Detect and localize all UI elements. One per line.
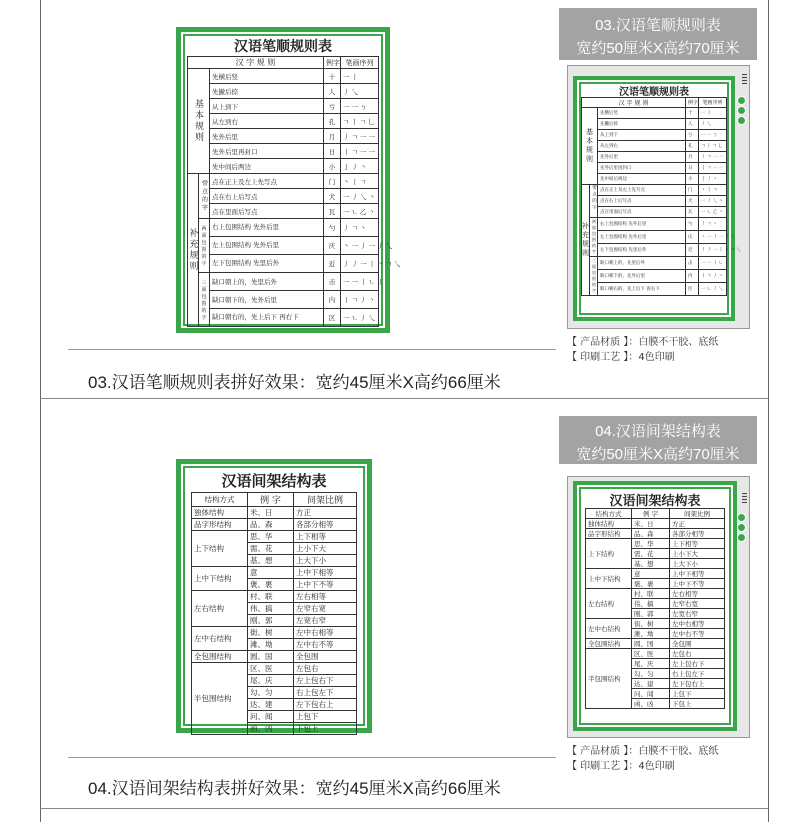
banner-title-2: 04.汉语间架结构表 <box>595 423 721 440</box>
sequence-cell: 丿 丿 一 丨 丶 ㄱ 乀 <box>341 255 379 273</box>
ratio-cell: 左中右不等 <box>670 629 725 639</box>
example-cell: 门 <box>686 185 699 196</box>
example-cell: 达、建 <box>248 699 294 711</box>
rule-cell: 左下包围结构 先里后外 <box>210 255 324 273</box>
example-cell: 达、建 <box>632 679 670 689</box>
product-info-1 <box>567 335 718 365</box>
rule-cell: 先横后竖 <box>598 108 686 119</box>
poster-stroke-order-large <box>176 27 401 333</box>
print-text: 【 印刷工艺 】：4色印刷 <box>567 352 675 363</box>
type-cell: 全包围结构 <box>192 651 248 663</box>
example-cell: 米、日 <box>632 519 670 529</box>
sequence-cell: 丿 乀 <box>699 119 727 130</box>
ratio-cell: 左右相等 <box>294 591 357 603</box>
example-cell: 米、日 <box>248 507 294 519</box>
type-cell: 独体结构 <box>192 507 248 519</box>
type-cell: 左右结构 <box>586 589 632 619</box>
sequence-cell: 一 ㄴ 丿 乀 <box>699 283 727 296</box>
sub-two-sided: 两面包围的字 <box>590 218 598 257</box>
section-divider <box>40 398 768 399</box>
example-cell: 问、闻 <box>632 689 670 699</box>
example-cell: 近 <box>324 255 341 273</box>
sequence-cell: 丨 ㄱ 丿 丶 <box>341 291 379 309</box>
example-cell: 街、树 <box>632 619 670 629</box>
banner-size-2: 宽约50厘米X高约70厘米 <box>576 446 740 463</box>
sequence-cell: 一 丿 乀 丶 <box>699 196 727 207</box>
example-cell: 函、凶 <box>632 699 670 709</box>
type-cell: 独体结构 <box>586 519 632 529</box>
caption-rule-2 <box>68 757 556 758</box>
group-supplementary: 补充规则 <box>582 185 590 296</box>
header-sequence: 笔画序列 <box>341 57 379 69</box>
page-left-border <box>40 0 41 822</box>
structure-table-small <box>585 508 725 709</box>
example-cell: 门 <box>324 174 341 189</box>
rule-cell: 先撇后捺 <box>598 119 686 130</box>
poster-title: 汉语间架结构表 <box>221 472 327 490</box>
material-text: 【 产品材质 】：白膜不干胶、底纸 <box>567 746 719 757</box>
sequence-cell: 一 一 丨 ㄴ 丨 <box>699 257 727 270</box>
example-cell: 村、联 <box>248 591 294 603</box>
sequence-cell: 一 ㄴ 乙 丶 <box>341 204 379 219</box>
ratio-cell: 左中右相等 <box>294 627 357 639</box>
rule-cell: 先外后里 <box>598 152 686 163</box>
example-cell: 孔 <box>324 114 341 129</box>
header-type: 结构方式 <box>192 493 248 507</box>
sub-two-sided: 两面包围的字 <box>199 219 210 273</box>
ratio-cell: 方正 <box>670 519 725 529</box>
sequence-cell: 亅 丿 丶 <box>699 174 727 185</box>
example-cell: 街、树 <box>248 627 294 639</box>
ratio-cell: 左中右不等 <box>294 639 357 651</box>
ratio-cell: 方正 <box>294 507 357 519</box>
rule-cell: 左下包围结构 先里后外 <box>598 244 686 257</box>
example-cell: 问、闻 <box>248 711 294 723</box>
poster-preview-frame-1 <box>567 65 750 329</box>
ratio-cell: 上小下大 <box>670 549 725 559</box>
example-cell: 品、森 <box>632 529 670 539</box>
ratio-cell: 上中下相等 <box>670 569 725 579</box>
rule-cell: 先中间后两边 <box>598 174 686 185</box>
example-cell: 近 <box>686 244 699 257</box>
example-cell: 需、花 <box>248 543 294 555</box>
example-cell: 需、花 <box>632 549 670 559</box>
product-banner-2 <box>559 416 757 464</box>
rule-cell: 缺口朝下的，先外后里 <box>598 270 686 283</box>
rule-cell: 右上包围结构 先外后里 <box>210 219 324 237</box>
rule-cell: 点在正上及左上先写点 <box>598 185 686 196</box>
rule-cell: 先中间后两边 <box>210 159 324 174</box>
example-cell: 圆、国 <box>248 651 294 663</box>
rule-cell: 左上包围结构 先外后里 <box>210 237 324 255</box>
ratio-cell: 右上包左下 <box>294 687 357 699</box>
header-sequence: 笔画序列 <box>699 98 727 108</box>
example-cell: 思、华 <box>248 531 294 543</box>
type-cell: 左中右结构 <box>586 619 632 639</box>
example-cell: 意 <box>632 569 670 579</box>
sequence-cell: ㄱ ㅣ ㄱ 乚 <box>341 114 379 129</box>
sequence-cell: 丨 ㄱ 一 一 <box>699 163 727 174</box>
header-example: 例字 <box>324 57 341 69</box>
example-cell: 孔 <box>686 141 699 152</box>
example-cell: 刚、郭 <box>248 615 294 627</box>
example-cell: 击 <box>324 273 341 291</box>
header-example: 例字 <box>686 98 699 108</box>
ratio-cell: 左宽右窄 <box>294 615 357 627</box>
stroke-rules-table <box>187 56 401 327</box>
example-cell: 函、凶 <box>248 723 294 735</box>
example-cell: 基、想 <box>632 559 670 569</box>
type-cell: 左右结构 <box>192 591 248 627</box>
sequence-cell: 丿 ㄱ 一 一 <box>341 129 379 144</box>
material-text: 【 产品材质 】：白膜不干胶、底纸 <box>567 337 719 348</box>
rule-cell: 左上包围结构 先外后里 <box>598 231 686 244</box>
rule-cell: 缺口朝右的，先上后下 再右下 <box>210 309 324 327</box>
header-ratio: 间架比例 <box>670 509 725 519</box>
type-cell: 半包围结构 <box>586 649 632 709</box>
dot-icon <box>737 513 746 522</box>
type-cell: 上中下结构 <box>586 569 632 589</box>
section-caption-2: 04.汉语间架结构表拼好效果：宽约45厘米X高约66厘米 <box>88 779 501 798</box>
product-info-2 <box>567 744 718 774</box>
ratio-cell: 下包上 <box>294 723 357 735</box>
rule-cell: 先外后里再封口 <box>210 144 324 159</box>
example-cell: 基、想 <box>248 555 294 567</box>
rule-cell: 先横后竖 <box>210 69 324 84</box>
ratio-cell: 全包围 <box>670 639 725 649</box>
example-cell: 村、联 <box>632 589 670 599</box>
example-cell: 伟、搞 <box>248 603 294 615</box>
example-cell: 亏 <box>686 130 699 141</box>
example-cell: 区 <box>686 283 699 296</box>
example-cell: 人 <box>686 119 699 130</box>
ratio-cell: 左包右 <box>670 649 725 659</box>
example-cell: 瓦 <box>324 204 341 219</box>
ratio-cell: 上下相等 <box>670 539 725 549</box>
ratio-cell: 上包下 <box>670 689 725 699</box>
example-cell: 褒、裹 <box>632 579 670 589</box>
ratio-cell: 上小下大 <box>294 543 357 555</box>
example-cell: 庆 <box>324 237 341 255</box>
sequence-cell: 丿 丿 一 丨 丶 ㄱ 乀 <box>699 244 727 257</box>
ratio-cell: 下包上 <box>670 699 725 709</box>
type-cell: 上下结构 <box>192 531 248 567</box>
rule-cell: 缺口朝上的，先里后外 <box>598 257 686 270</box>
sequence-cell: 一 一 丨 ㄴ 丨 <box>341 273 379 291</box>
ratio-cell: 上大下小 <box>670 559 725 569</box>
example-cell: 圆、国 <box>632 639 670 649</box>
example-cell: 褒、裹 <box>248 579 294 591</box>
poster-title: 汉语间架结构表 <box>609 494 701 509</box>
ratio-cell: 各部分相等 <box>294 519 357 531</box>
example-cell: 伟、搞 <box>632 599 670 609</box>
example-cell: 品、森 <box>248 519 294 531</box>
ratio-cell: 左中右相等 <box>670 619 725 629</box>
sequence-cell: 一 ㄴ 乙 丶 <box>699 207 727 218</box>
example-cell: 小 <box>686 174 699 185</box>
dot-icon <box>737 523 746 532</box>
dot-icon <box>737 116 746 125</box>
ratio-cell: 全包围 <box>294 651 357 663</box>
sequence-cell: 丿 ㄱ 丶 <box>699 218 727 231</box>
ratio-cell: 上中下相等 <box>294 567 357 579</box>
type-cell: 半包围结构 <box>192 663 248 735</box>
example-cell: 勾、匀 <box>632 669 670 679</box>
poster-preview-frame-2 <box>567 476 750 738</box>
example-cell: 勾、匀 <box>248 687 294 699</box>
rule-cell: 点在里面后写点 <box>598 207 686 218</box>
sequence-cell: 丿 乀 <box>341 84 379 99</box>
type-cell: 上中下结构 <box>192 567 248 591</box>
header-ratio: 间架比例 <box>294 493 357 507</box>
rule-cell: 从上到下 <box>598 130 686 141</box>
ratio-cell: 上下相等 <box>294 531 357 543</box>
sequence-cell: 一 一 ㄅ <box>699 130 727 141</box>
rule-cell: 从上到下 <box>210 99 324 114</box>
dot-icon <box>737 106 746 115</box>
sequence-cell: 一 丨 <box>699 108 727 119</box>
rule-cell: 点在里面后写点 <box>210 204 324 219</box>
example-cell: 刚、郭 <box>632 609 670 619</box>
header-type: 结构方式 <box>586 509 632 519</box>
sequence-cell: 一 丿 乀 丶 <box>341 189 379 204</box>
example-cell: 勺 <box>686 218 699 231</box>
dot-icon <box>737 96 746 105</box>
example-cell: 亏 <box>324 99 341 114</box>
edge-marker <box>742 74 747 84</box>
edge-marker <box>742 493 747 503</box>
rule-cell: 点在右上后写点 <box>210 189 324 204</box>
group-supplementary: 补充规则 <box>188 174 199 327</box>
poster-title: 汉语笔顺规则表 <box>619 87 689 98</box>
example-cell: 月 <box>686 152 699 163</box>
ratio-cell: 左下包右上 <box>294 699 357 711</box>
example-cell: 区、医 <box>248 663 294 675</box>
type-cell: 品字形结构 <box>192 519 248 531</box>
example-cell: 犬 <box>324 189 341 204</box>
example-cell: 十 <box>686 108 699 119</box>
rule-cell: 缺口朝上的，先里后外 <box>210 273 324 291</box>
example-cell: 十 <box>324 69 341 84</box>
poster-structure-large <box>176 459 372 733</box>
sequence-cell: 丶 一 丿 一 丿 乀 <box>699 231 727 244</box>
ratio-cell: 上包下 <box>294 711 357 723</box>
example-cell: 犬 <box>686 196 699 207</box>
ratio-cell: 左右相等 <box>670 589 725 599</box>
banner-title-1: 03.汉语笔顺规则表 <box>595 17 721 34</box>
bottom-divider <box>40 808 768 809</box>
ratio-cell: 左窄右宽 <box>670 599 725 609</box>
example-cell: 月 <box>324 129 341 144</box>
header-example: 例 字 <box>248 493 294 507</box>
rule-cell: 缺口朝下的，先外后里 <box>210 291 324 309</box>
green-dots <box>737 96 746 126</box>
header-rule: 汉 字 规 则 <box>188 57 324 69</box>
rule-cell: 先撇后捺 <box>210 84 324 99</box>
dot-icon <box>737 533 746 542</box>
example-cell: 日 <box>324 144 341 159</box>
sequence-cell: 丶 丨 ㄱ <box>341 174 379 189</box>
ratio-cell: 左宽右窄 <box>670 609 725 619</box>
type-cell: 全包围结构 <box>586 639 632 649</box>
example-cell: 庆 <box>686 231 699 244</box>
page-right-border <box>768 0 769 822</box>
example-cell: 日 <box>686 163 699 174</box>
sequence-cell: 丶 一 丿 一 丿 乀 <box>341 237 379 255</box>
example-cell: 勺 <box>324 219 341 237</box>
example-cell: 滩、坳 <box>248 639 294 651</box>
sequence-cell: 一 一 ㄅ <box>341 99 379 114</box>
ratio-cell: 左上包右下 <box>294 675 357 687</box>
sequence-cell: 一 丨 <box>341 69 379 84</box>
product-banner-1 <box>559 8 757 60</box>
sequence-cell: 丨 ㄱ 丿 丶 <box>699 270 727 283</box>
example-cell: 思、华 <box>632 539 670 549</box>
ratio-cell: 上中下不等 <box>670 579 725 589</box>
structure-table <box>191 492 357 735</box>
type-cell: 品字形结构 <box>586 529 632 539</box>
rule-cell: 点在正上及左上先写点 <box>210 174 324 189</box>
type-cell: 上下结构 <box>586 539 632 569</box>
example-cell: 击 <box>686 257 699 270</box>
rule-cell: 点在右上后写点 <box>598 196 686 207</box>
sub-dot: 带点的字 <box>199 174 210 219</box>
sequence-cell: ㄱ ㅣ ㄱ 乚 <box>699 141 727 152</box>
sequence-cell: 亅 丿 丶 <box>341 159 379 174</box>
sequence-cell: 丿 ㄱ 丶 <box>341 219 379 237</box>
print-text: 【 印刷工艺 】：4色印刷 <box>567 761 675 772</box>
example-cell: 滩、坳 <box>632 629 670 639</box>
stroke-rules-table-small <box>581 97 741 296</box>
example-cell: 人 <box>324 84 341 99</box>
example-cell: 小 <box>324 159 341 174</box>
example-cell: 内 <box>686 270 699 283</box>
poster-structure-small <box>573 481 737 731</box>
sequence-cell: 一 ㄴ 丿 乀 <box>341 309 379 327</box>
sequence-cell: 丶 丨 ㄱ <box>699 185 727 196</box>
ratio-cell: 右上包左下 <box>670 669 725 679</box>
poster-stroke-order-small <box>573 76 741 321</box>
example-cell: 瓦 <box>686 207 699 218</box>
sequence-cell: 丿 ㄱ 一 一 <box>699 152 727 163</box>
ratio-cell: 左窄右宽 <box>294 603 357 615</box>
ratio-cell: 上大下小 <box>294 555 357 567</box>
rule-cell: 从左到右 <box>210 114 324 129</box>
sequence-cell: 丨 ㄱ 一 一 <box>341 144 379 159</box>
rule-cell: 右上包围结构 先外后里 <box>598 218 686 231</box>
header-rule: 汉 字 规 则 <box>582 98 686 108</box>
banner-size-1: 宽约50厘米X高约70厘米 <box>576 40 740 57</box>
group-basic: 基本规则 <box>188 69 210 174</box>
type-cell: 左中右结构 <box>192 627 248 651</box>
rule-cell: 缺口朝右的，先上后下 再右下 <box>598 283 686 296</box>
poster-title: 汉语笔顺规则表 <box>234 39 332 55</box>
ratio-cell: 左包右 <box>294 663 357 675</box>
header-example: 例 字 <box>632 509 670 519</box>
example-cell: 尾、庆 <box>632 659 670 669</box>
ratio-cell: 左上包右下 <box>670 659 725 669</box>
caption-rule-1 <box>68 349 556 350</box>
example-cell: 意 <box>248 567 294 579</box>
ratio-cell: 左下包右上 <box>670 679 725 689</box>
group-basic: 基本规则 <box>582 108 598 185</box>
section-caption-1: 03.汉语笔顺规则表拼好效果：宽约45厘米X高约66厘米 <box>88 373 501 392</box>
rule-cell: 先外后里 <box>210 129 324 144</box>
rule-cell: 从左到右 <box>598 141 686 152</box>
example-cell: 尾、庆 <box>248 675 294 687</box>
green-dots <box>737 513 746 543</box>
sub-three-sided: 三面包围的字 <box>590 257 598 296</box>
sub-dot: 带点的字 <box>590 185 598 218</box>
example-cell: 内 <box>324 291 341 309</box>
ratio-cell: 各部分相等 <box>670 529 725 539</box>
sub-three-sided: 三面包围的字 <box>199 273 210 327</box>
example-cell: 区 <box>324 309 341 327</box>
ratio-cell: 上中下不等 <box>294 579 357 591</box>
example-cell: 区、医 <box>632 649 670 659</box>
rule-cell: 先外后里再封口 <box>598 163 686 174</box>
